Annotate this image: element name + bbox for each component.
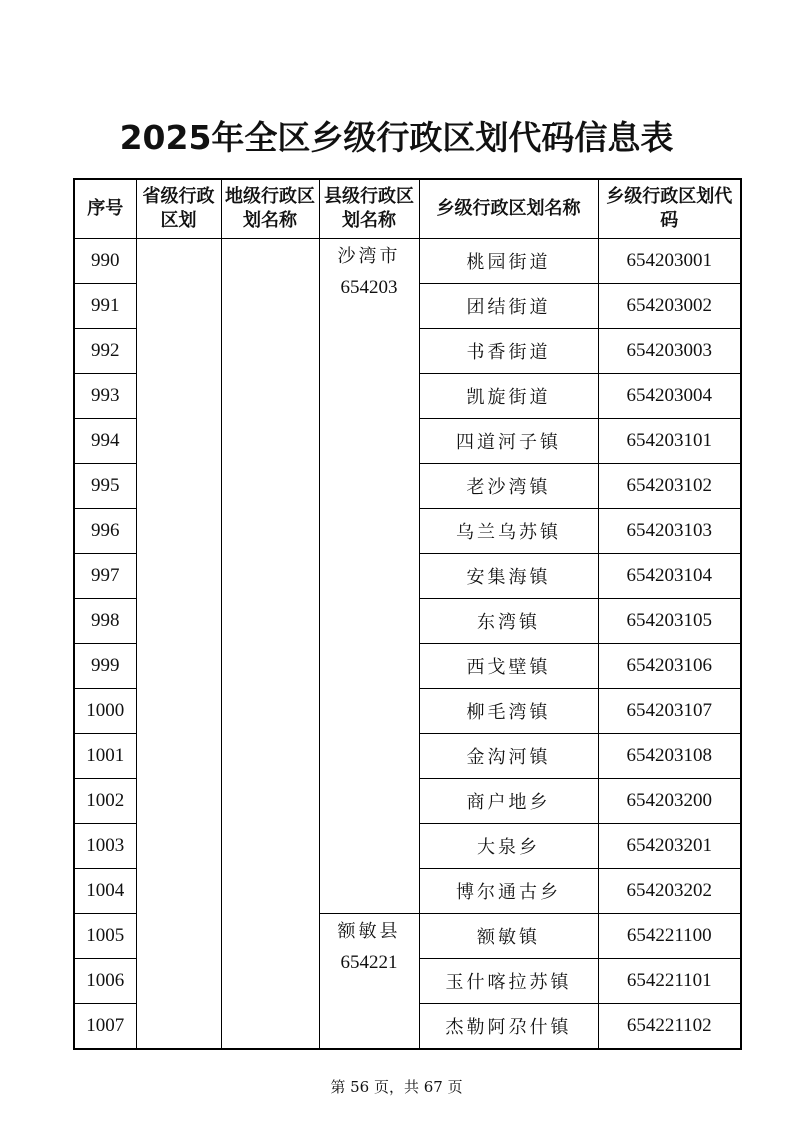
- township-name: 大泉乡: [419, 824, 598, 869]
- township-name: 柳毛湾镇: [419, 689, 598, 734]
- township-name: 凯旋街道: [419, 374, 598, 419]
- township-code: 654203105: [598, 599, 741, 644]
- header-province: 省级行政区划: [136, 179, 221, 239]
- township-name: 乌兰乌苏镇: [419, 509, 598, 554]
- township-name: 老沙湾镇: [419, 464, 598, 509]
- header-county: 县级行政区划名称: [319, 179, 419, 239]
- township-code: 654221102: [598, 1004, 741, 1050]
- township-name: 杰勒阿尕什镇: [419, 1004, 598, 1050]
- row-index: 998: [74, 599, 136, 644]
- row-index: 991: [74, 284, 136, 329]
- township-code: 654203103: [598, 509, 741, 554]
- header-index: 序号: [74, 179, 136, 239]
- prefecture-cell: [221, 239, 319, 1050]
- row-index: 1003: [74, 824, 136, 869]
- row-index: 997: [74, 554, 136, 599]
- township-code: 654203004: [598, 374, 741, 419]
- row-index: 1000: [74, 689, 136, 734]
- row-index: 996: [74, 509, 136, 554]
- row-index: 1006: [74, 959, 136, 1004]
- county-name: 沙湾市: [337, 246, 401, 267]
- township-code: 654203102: [598, 464, 741, 509]
- township-name: 四道河子镇: [419, 419, 598, 464]
- county-cell: [319, 914, 419, 1050]
- row-index: 999: [74, 644, 136, 689]
- header-township-code: 乡级行政区划代码: [598, 179, 741, 239]
- township-code: 654203200: [598, 779, 741, 824]
- row-index: 993: [74, 374, 136, 419]
- township-name: 书香街道: [419, 329, 598, 374]
- township-code: 654221101: [598, 959, 741, 1004]
- township-code: 654203003: [598, 329, 741, 374]
- township-name: 桃园街道: [419, 239, 598, 284]
- province-cell: [136, 239, 221, 1050]
- township-name: 东湾镇: [419, 599, 598, 644]
- township-name: 西戈壁镇: [419, 644, 598, 689]
- township-code: 654203108: [598, 734, 741, 779]
- table-body: [74, 239, 741, 1050]
- row-index: 1004: [74, 869, 136, 914]
- row-index: 992: [74, 329, 136, 374]
- township-name: 博尔通古乡: [419, 869, 598, 914]
- township-code: 654203107: [598, 689, 741, 734]
- township-code: 654203002: [598, 284, 741, 329]
- township-name: 商户地乡: [419, 779, 598, 824]
- township-code: 654203201: [598, 824, 741, 869]
- row-index: 995: [74, 464, 136, 509]
- township-name: 安集海镇: [419, 554, 598, 599]
- township-name: 团结街道: [419, 284, 598, 329]
- township-code: 654203106: [598, 644, 741, 689]
- page-footer: 第 56 页，共 67 页: [330, 1078, 463, 1096]
- row-index: 1002: [74, 779, 136, 824]
- table-header-row: [74, 179, 741, 239]
- row-index: 1007: [74, 1004, 136, 1050]
- row-index: 1001: [74, 734, 136, 779]
- county-name: 额敏县: [337, 921, 401, 942]
- table-row: [74, 239, 741, 284]
- row-index: 994: [74, 419, 136, 464]
- township-code: 654221100: [598, 914, 741, 959]
- county-cell: [319, 239, 419, 914]
- county-code: 654203: [340, 277, 398, 298]
- township-name: 金沟河镇: [419, 734, 598, 779]
- header-township-name: 乡级行政区划名称: [419, 179, 598, 239]
- page-title: 2025年全区乡级行政区划代码信息表: [119, 118, 674, 157]
- township-code: 654203202: [598, 869, 741, 914]
- township-code: 654203001: [598, 239, 741, 284]
- township-code: 654203101: [598, 419, 741, 464]
- township-name: 玉什喀拉苏镇: [419, 959, 598, 1004]
- division-code-table: [73, 178, 742, 1050]
- header-prefecture: 地级行政区划名称: [221, 179, 319, 239]
- county-code: 654221: [340, 952, 398, 973]
- row-index: 990: [74, 239, 136, 284]
- township-code: 654203104: [598, 554, 741, 599]
- row-index: 1005: [74, 914, 136, 959]
- township-name: 额敏镇: [419, 914, 598, 959]
